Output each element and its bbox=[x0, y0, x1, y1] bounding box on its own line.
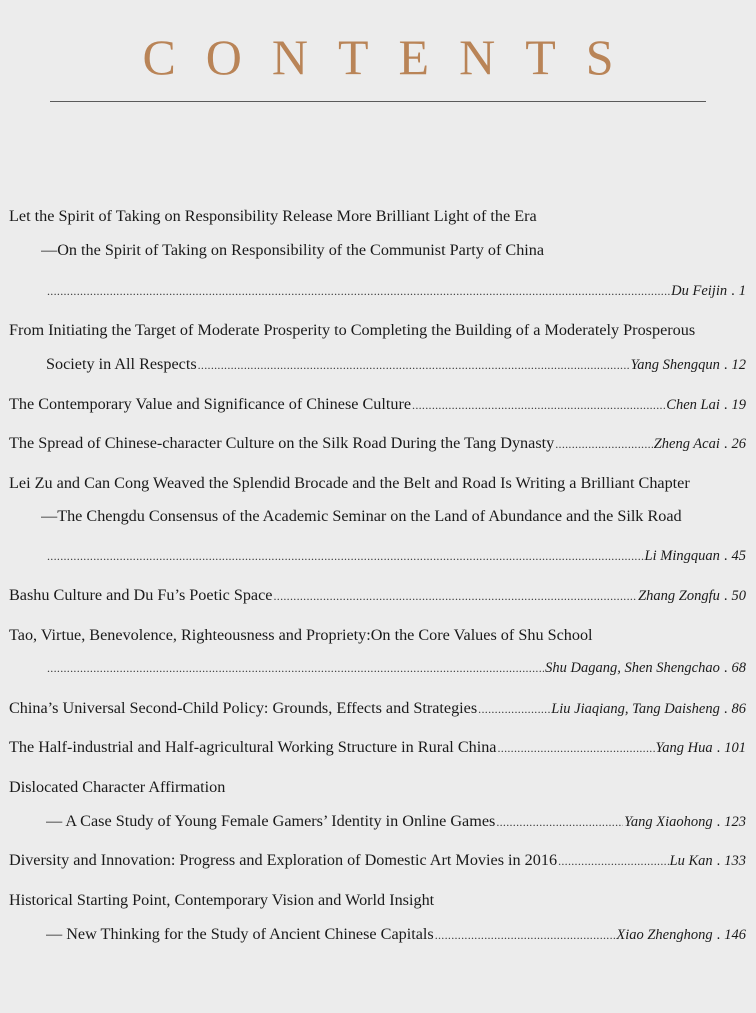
toc-entry-title[interactable]: The Contemporary Value and Significance of Chinese Culture ..... Chen Lai . 19 bbox=[9, 394, 746, 414]
toc-author: Zhang Zongfu bbox=[638, 588, 720, 604]
toc-page-number: 146 bbox=[724, 927, 746, 943]
toc-entry-title[interactable]: Let the Spirit of Taking on Responsibility Release More Brilliant Light of the Era bbox=[9, 207, 537, 225]
toc-author: Yang Shengqun bbox=[630, 357, 720, 373]
toc-page-number: 133 bbox=[724, 853, 746, 869]
toc-entry-title[interactable]: Historical Starting Point, Contemporary Vision and World Insight bbox=[9, 891, 435, 909]
toc-entry-title[interactable]: Dislocated Character Affirmation bbox=[9, 778, 226, 796]
toc-author: Chen Lai bbox=[666, 397, 720, 413]
toc-entry-subtitle: —The Chengdu Consensus of the Academic Seminar on the Land of Abundance and the Silk Road bbox=[41, 507, 682, 525]
toc-page-number: 45 bbox=[731, 548, 746, 564]
title-divider bbox=[50, 101, 706, 102]
toc-entry-leader: ..... Li Mingquan . 45 bbox=[46, 546, 746, 566]
toc-author: Yang Xiaohong bbox=[624, 814, 713, 830]
dot-leader bbox=[47, 546, 644, 566]
toc-author: Li Mingquan bbox=[644, 548, 720, 564]
dot-leader bbox=[558, 851, 668, 870]
toc-page-number: 19 bbox=[731, 397, 746, 413]
toc-author: Shu Dagang, Shen Shengchao bbox=[545, 660, 720, 676]
dot-leader bbox=[198, 355, 630, 374]
toc-author: Xiao Zhenghong bbox=[616, 927, 713, 943]
toc-entry-title[interactable]: Tao, Virtue, Benevolence, Righteousness and Propriety:On the Core Values of Shu School bbox=[9, 626, 593, 644]
toc-page-number: 101 bbox=[724, 740, 746, 756]
toc-entry-subtitle: — A Case Study of Young Female Gamers’ Identity in Online Games ..... Yang Xiaohong . 123 bbox=[46, 811, 746, 831]
toc-author: Du Feijin bbox=[671, 283, 728, 299]
toc-author: Zheng Acai bbox=[653, 436, 720, 452]
dot-leader bbox=[555, 434, 652, 453]
page-title: CONTENTS bbox=[142, 29, 644, 85]
dot-leader bbox=[435, 925, 616, 944]
dot-leader bbox=[496, 812, 623, 831]
toc-page-number: 12 bbox=[731, 357, 746, 373]
dot-leader bbox=[47, 658, 544, 678]
toc-page-number: 123 bbox=[724, 814, 746, 830]
toc-author: Lu Kan bbox=[669, 853, 713, 869]
toc-entry-continuation: Society in All Respects ..... Yang Shengqun . 12 bbox=[46, 354, 746, 374]
toc-page-number: 1 bbox=[738, 283, 746, 299]
toc-author: Liu Jiaqiang, Tang Daisheng bbox=[551, 701, 720, 717]
toc-entry-title[interactable]: Bashu Culture and Du Fu’s Poetic Space ..... Zhang Zongfu . 50 bbox=[9, 585, 746, 605]
toc-entry-subtitle: —On the Spirit of Taking on Responsibility of the Communist Party of China bbox=[41, 241, 545, 259]
toc-page-number: 26 bbox=[731, 436, 746, 452]
toc-page-number: 68 bbox=[731, 660, 746, 676]
toc-entry-title[interactable]: China’s Universal Second-Child Policy: Grounds, Effects and Strategies ..... Liu Jiaqiang, Tang Daisheng . 86 bbox=[9, 698, 746, 718]
toc-entry-title[interactable]: Lei Zu and Can Cong Weaved the Splendid Brocade and the Belt and Road Is Writing a Brilliant Chapter bbox=[9, 474, 690, 492]
toc-page-number: 50 bbox=[731, 588, 746, 604]
dot-leader bbox=[478, 699, 550, 718]
dot-leader bbox=[47, 281, 670, 301]
dot-leader bbox=[412, 395, 665, 414]
toc-entry-title[interactable]: From Initiating the Target of Moderate Prosperity to Completing the Building of a Moderately Prosperous bbox=[9, 321, 696, 339]
toc-entry-leader: ..... Shu Dagang, Shen Shengchao . 68 bbox=[46, 658, 746, 678]
toc-entry-title[interactable]: The Spread of Chinese-character Culture on the Silk Road During the Tang Dynasty ..... Zheng Acai . 26 bbox=[9, 433, 746, 453]
toc-entry-title[interactable]: The Half-industrial and Half-agricultural Working Structure in Rural China ..... Yang Hua . 101 bbox=[9, 737, 746, 757]
toc-author: Yang Hua bbox=[655, 740, 713, 756]
toc-entry-leader: ..... Du Feijin . 1 bbox=[46, 281, 746, 301]
dot-leader bbox=[497, 738, 654, 757]
toc-entry-subtitle: — New Thinking for the Study of Ancient Chinese Capitals ..... Xiao Zhenghong . 146 bbox=[46, 924, 746, 944]
dot-leader bbox=[273, 586, 637, 605]
toc-page-number: 86 bbox=[731, 701, 746, 717]
toc-entry-title[interactable]: Diversity and Innovation: Progress and Exploration of Domestic Art Movies in 2016 ..... Lu Kan . 133 bbox=[9, 850, 746, 870]
